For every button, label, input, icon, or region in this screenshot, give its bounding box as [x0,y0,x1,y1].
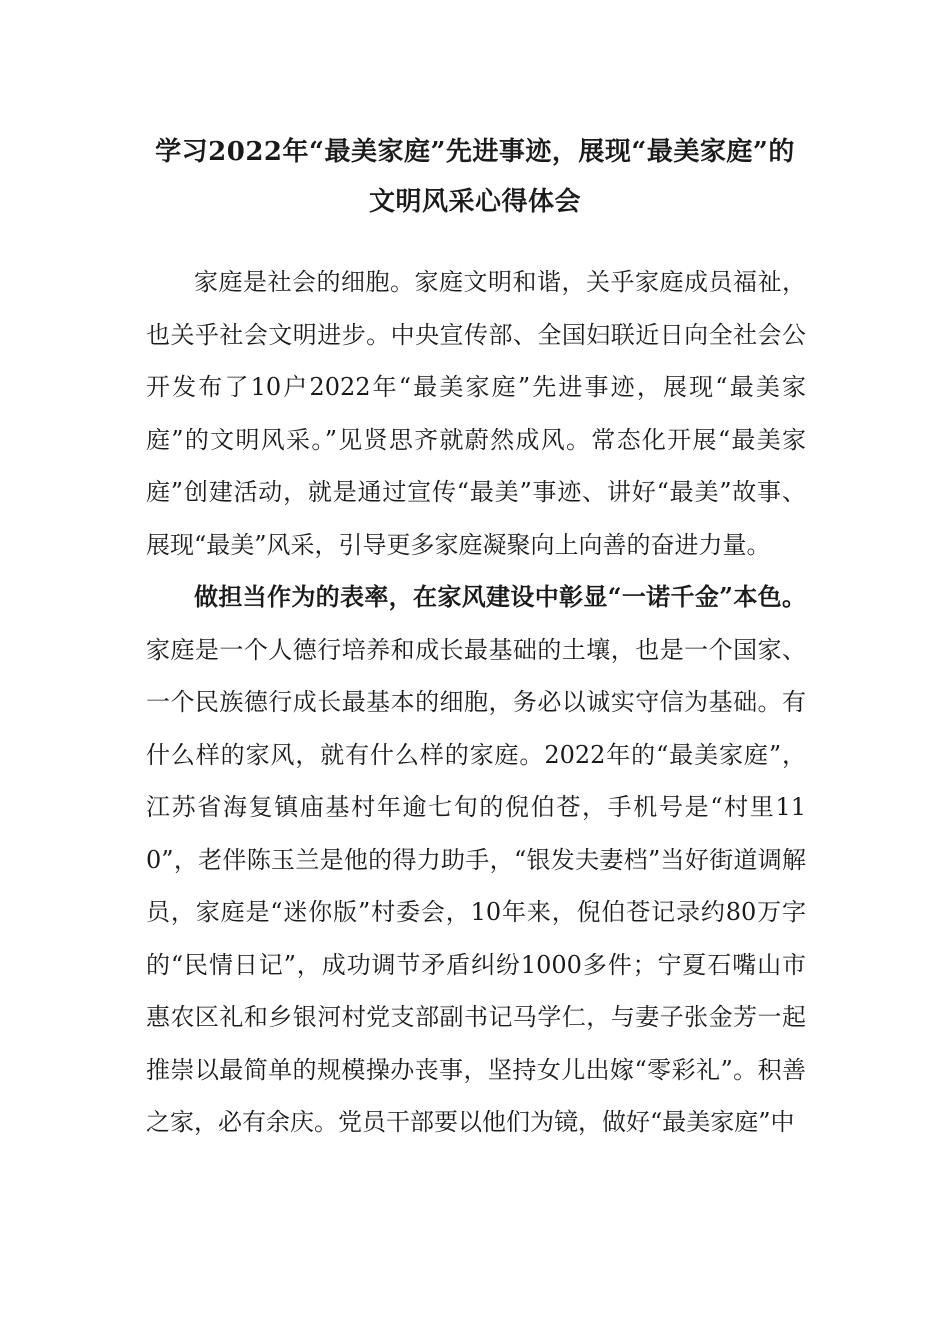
document-body [146,256,806,1149]
paragraph-2-body: 家庭是一个人德行培养和成长最基础的土壤，也是一个国家、一个民族德行成长最基本的细胞，务必以诚实守信为基础。有什么样的家风，就有什么样的家庭。2022年的“最美家庭”，江苏省海复镇庙基村年逾七旬的倪伯苍，手机号是“村里110”，老伴陈玉兰是他的得力助手，“银发夫妻档”当好街道调解员，家庭是“迷你版”村委会，10年来，倪伯苍记录约80万字的“民情日记”，成功调节矛盾纠纷1000多件；宁夏石嘴山市惠农区礼和乡银河村党支部副书记马学仁，与妻子张金芳一起推崇以最简单的规模操办丧事，坚持女儿出嫁“零彩礼”。积善之家，必有余庆。党员干部要以他们为镜，做好“最美家庭”中 [146,635,806,1136]
paragraph-2 [146,571,806,1149]
document-title-line-1: 学习2022年“最美家庭”先进事迹，展现“最美家庭”的 [155,137,795,167]
document-title-line-2: 文明风采心得体会 [368,187,581,217]
paragraph-1: 家庭是社会的细胞。家庭文明和谐，关乎家庭成员福祉，也关乎社会文明进步。中央宣传部、全国妇联近日向全社会公开发布了10户2022年“最美家庭”先进事迹，展现“最美家庭”的文明风采。”见贤思齐就蔚然成风。常态化开展“最美家庭”创建活动，就是通过宣传“最美”事迹、讲好“最美”故事、展现“最美”风采，引导更多家庭凝聚向上向善的奋进力量。 [146,268,806,559]
paragraph-2-heading: 做担当作为的表率，在家风建设中彰显“一诺千金”本色。 [194,582,806,611]
